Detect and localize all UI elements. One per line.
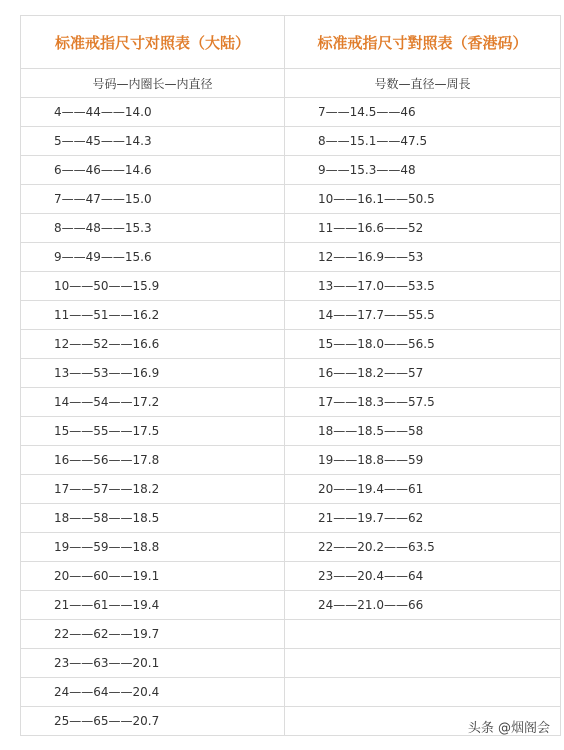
ring-size-table bbox=[20, 15, 561, 736]
hongkong-size-cell: 12——16.9——53 bbox=[285, 243, 561, 272]
mainland-size-cell: 9——49——15.6 bbox=[21, 243, 285, 272]
hongkong-size-cell: 15——18.0——56.5 bbox=[285, 330, 561, 359]
header-row bbox=[21, 69, 561, 98]
mainland-size-cell: 22——62——19.7 bbox=[21, 620, 285, 649]
hongkong-size-cell: 13——17.0——53.5 bbox=[285, 272, 561, 301]
table-row bbox=[21, 591, 561, 620]
mainland-size-cell: 7——47——15.0 bbox=[21, 185, 285, 214]
hongkong-size-cell: 9——15.3——48 bbox=[285, 156, 561, 185]
table-row bbox=[21, 243, 561, 272]
table-row bbox=[21, 301, 561, 330]
hongkong-size-cell bbox=[285, 649, 561, 678]
table-row bbox=[21, 620, 561, 649]
hongkong-size-cell: 18——18.5——58 bbox=[285, 417, 561, 446]
hongkong-size-cell: 24——21.0——66 bbox=[285, 591, 561, 620]
mainland-size-cell: 16——56——17.8 bbox=[21, 446, 285, 475]
hongkong-size-cell: 21——19.7——62 bbox=[285, 504, 561, 533]
table-row bbox=[21, 475, 561, 504]
mainland-size-cell: 4——44——14.0 bbox=[21, 98, 285, 127]
table-row bbox=[21, 388, 561, 417]
mainland-size-cell: 8——48——15.3 bbox=[21, 214, 285, 243]
hongkong-size-cell bbox=[285, 678, 561, 707]
mainland-size-cell: 13——53——16.9 bbox=[21, 359, 285, 388]
table-row bbox=[21, 330, 561, 359]
mainland-size-cell: 17——57——18.2 bbox=[21, 475, 285, 504]
mainland-size-cell: 10——50——15.9 bbox=[21, 272, 285, 301]
hongkong-size-cell: 14——17.7——55.5 bbox=[285, 301, 561, 330]
hongkong-size-cell: 17——18.3——57.5 bbox=[285, 388, 561, 417]
mainland-title: 标准戒指尺寸对照表（大陆） bbox=[21, 16, 285, 69]
mainland-size-cell: 11——51——16.2 bbox=[21, 301, 285, 330]
table-row bbox=[21, 98, 561, 127]
table-row bbox=[21, 446, 561, 475]
hongkong-header: 号数—直径—周長 bbox=[285, 69, 561, 98]
hongkong-size-cell: 20——19.4——61 bbox=[285, 475, 561, 504]
hongkong-size-cell: 8——15.1——47.5 bbox=[285, 127, 561, 156]
mainland-size-cell: 15——55——17.5 bbox=[21, 417, 285, 446]
table-row bbox=[21, 678, 561, 707]
table-row bbox=[21, 156, 561, 185]
mainland-size-cell: 18——58——18.5 bbox=[21, 504, 285, 533]
hongkong-size-cell: 10——16.1——50.5 bbox=[285, 185, 561, 214]
mainland-size-cell: 20——60——19.1 bbox=[21, 562, 285, 591]
mainland-size-cell: 5——45——14.3 bbox=[21, 127, 285, 156]
mainland-header: 号码—内圈长—内直径 bbox=[21, 69, 285, 98]
table-row bbox=[21, 533, 561, 562]
table-row bbox=[21, 562, 561, 591]
hongkong-size-cell: 22——20.2——63.5 bbox=[285, 533, 561, 562]
mainland-size-cell: 12——52——16.6 bbox=[21, 330, 285, 359]
hongkong-size-cell: 23——20.4——64 bbox=[285, 562, 561, 591]
hongkong-size-cell: 16——18.2——57 bbox=[285, 359, 561, 388]
mainland-size-cell: 6——46——14.6 bbox=[21, 156, 285, 185]
hongkong-size-cell bbox=[285, 620, 561, 649]
watermark: 头条 @烟阁会 bbox=[467, 721, 550, 736]
hongkong-title: 标准戒指尺寸對照表（香港码） bbox=[285, 16, 561, 69]
mainland-size-cell: 19——59——18.8 bbox=[21, 533, 285, 562]
mainland-size-cell: 23——63——20.1 bbox=[21, 649, 285, 678]
table-row bbox=[21, 417, 561, 446]
title-row bbox=[21, 16, 561, 69]
table-row bbox=[21, 185, 561, 214]
mainland-size-cell: 24——64——20.4 bbox=[21, 678, 285, 707]
table-row bbox=[21, 214, 561, 243]
mainland-size-cell: 21——61——19.4 bbox=[21, 591, 285, 620]
table-row bbox=[21, 649, 561, 678]
mainland-size-cell: 14——54——17.2 bbox=[21, 388, 285, 417]
table-row bbox=[21, 272, 561, 301]
table-row bbox=[21, 359, 561, 388]
table-row bbox=[21, 504, 561, 533]
hongkong-size-cell: 19——18.8——59 bbox=[285, 446, 561, 475]
hongkong-size-cell: 7——14.5——46 bbox=[285, 98, 561, 127]
table-row bbox=[21, 127, 561, 156]
mainland-size-cell: 25——65——20.7 bbox=[21, 707, 285, 736]
hongkong-size-cell: 11——16.6——52 bbox=[285, 214, 561, 243]
